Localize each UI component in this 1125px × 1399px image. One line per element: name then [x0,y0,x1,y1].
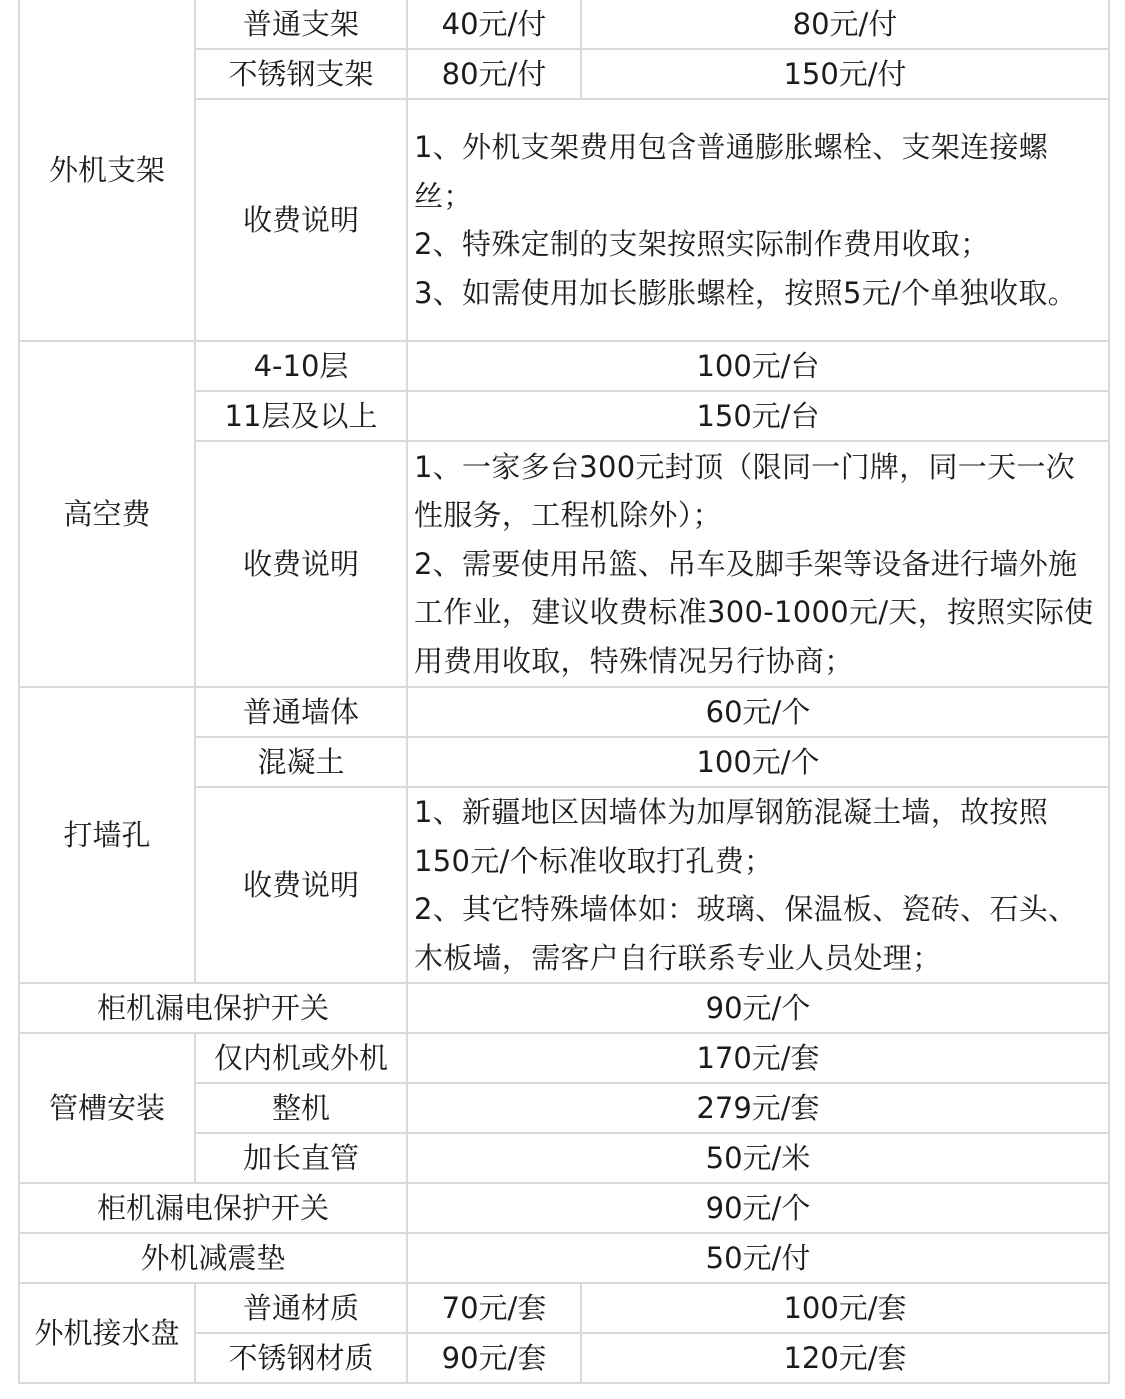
note-cell-bracket [407,99,1109,341]
note-line: 3、如需使用加长膨胀螺栓，按照5元/个单独收取。 [414,275,1077,310]
category-cell-drain-pan: 外机接水盘 [19,1283,195,1383]
price-cell: 170元/套 [407,1033,1109,1083]
note-line: 1、外机支架费用包含普通膨胀螺栓、支架连接螺丝； [414,130,1049,213]
item-cell: 普通支架 [195,0,407,49]
note-line: 2、其它特殊墙体如：玻璃、保温板、瓷砖、石头、木板墙，需客户自行联系专业人员处理； [414,892,1078,975]
item-cell: 混凝土 [195,737,407,787]
item-cell: 加长直管 [195,1133,407,1183]
price-cell: 100元/个 [407,737,1109,787]
price-cell: 80元/付 [407,49,581,99]
category-cell-bracket: 外机支架 [19,0,195,341]
item-cell: 普通材质 [195,1283,407,1333]
table-row [19,1183,1109,1233]
table-row [19,1033,1109,1083]
item-cell: 柜机漏电保护开关 [19,983,407,1033]
item-cell: 不锈钢支架 [195,49,407,99]
price-cell: 40元/付 [407,0,581,49]
note-label-cell: 收费说明 [195,99,407,341]
note-line: 2、特殊定制的支架按照实际制作费用收取； [414,227,990,261]
note-cell-high-altitude [407,441,1109,687]
item-cell: 11层及以上 [195,391,407,441]
price-cell: 90元/套 [407,1333,581,1383]
price-cell: 279元/套 [407,1083,1109,1133]
item-cell: 柜机漏电保护开关 [19,1183,407,1233]
price-cell: 90元/个 [407,983,1109,1033]
price-cell: 80元/付 [581,0,1109,49]
category-cell-duct: 管槽安装 [19,1033,195,1183]
price-cell: 150元/付 [581,49,1109,99]
item-cell: 整机 [195,1083,407,1133]
table-row [19,341,1109,391]
price-cell: 70元/套 [407,1283,581,1333]
service-fee-table [18,0,1110,1384]
item-cell: 不锈钢材质 [195,1333,407,1383]
note-line: 1、一家多台300元封顶（限同一门牌，同一天一次性服务，工程机除外）； [414,449,1076,533]
price-cell: 120元/套 [581,1333,1109,1383]
note-label-cell: 收费说明 [195,441,407,687]
price-cell: 100元/台 [407,341,1109,391]
table-row [19,983,1109,1033]
item-cell: 普通墙体 [195,687,407,737]
price-cell: 90元/个 [407,1183,1109,1233]
price-cell: 100元/套 [581,1283,1109,1333]
category-cell-wall-hole: 打墙孔 [19,687,195,983]
price-cell: 50元/米 [407,1133,1109,1183]
note-line: 1、新疆地区因墙体为加厚钢筋混凝土墙，故按照150元/个标准收取打孔费； [414,795,1049,878]
item-cell: 仅内机或外机 [195,1033,407,1083]
table-row [19,687,1109,737]
table-row [19,1233,1109,1283]
note-line: 2、需要使用吊篮、吊车及脚手架等设备进行墙外施工作业，建议收费标准300-1000元/天，按照实际使用费用收取，特殊情况另行协商； [414,546,1094,678]
item-cell: 4-10层 [195,341,407,391]
table-row [19,0,1109,49]
item-cell: 外机减震垫 [19,1233,407,1283]
table-row [19,1283,1109,1333]
price-cell: 150元/台 [407,391,1109,441]
price-table-frame [18,0,1108,1399]
price-cell: 60元/个 [407,687,1109,737]
note-cell-wall-hole [407,787,1109,983]
category-cell-high-altitude: 高空费 [19,341,195,687]
note-label-cell: 收费说明 [195,787,407,983]
price-cell: 50元/付 [407,1233,1109,1283]
